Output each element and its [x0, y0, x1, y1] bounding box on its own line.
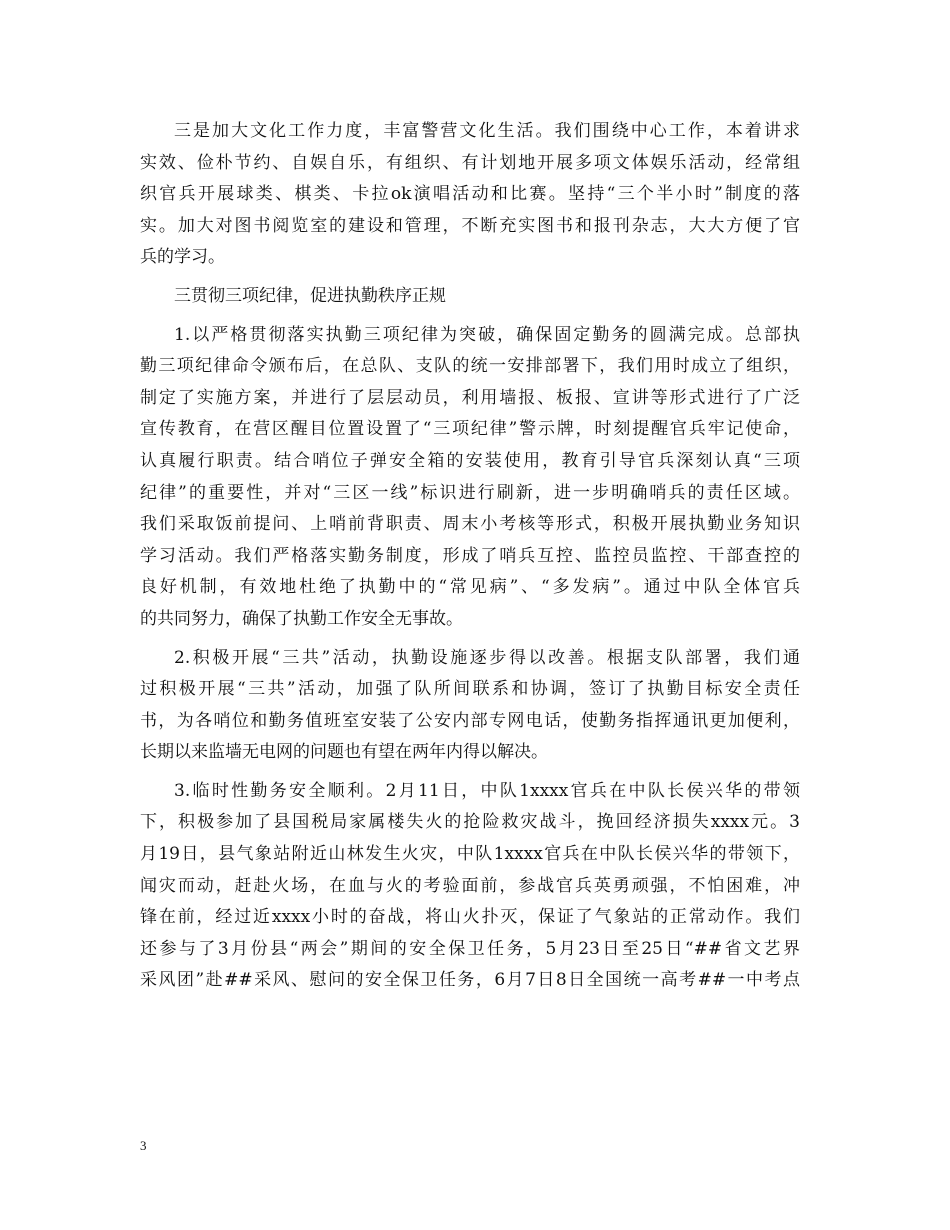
text-line: 下，积极参加了县国税局家属楼失火的抢险救灾战斗，挽回经济损失xxxx元。3: [140, 812, 800, 833]
text-line: 良好机制，有效地杜绝了执勤中的“常见病”、“多发病”。通过中队全体官兵: [140, 577, 800, 598]
text-line: 制定了实施方案，并进行了层层动员，利用墙报、板报、宣讲等形式进行了广泛: [140, 387, 800, 408]
text-line: 实。加大对图书阅览室的建设和管理，不断充实图书和报刊杂志，大大方便了官: [140, 215, 800, 236]
text-line: 过积极开展“三共”活动，加强了队所间联系和协调，签订了执勤目标安全责任: [140, 679, 800, 700]
text-line: 三是加大文化工作力度，丰富警营文化生活。我们围绕中心工作，本着讲求: [174, 121, 800, 141]
text-line: 采风团”赴##采风、慰问的安全保卫任务，6月7日8日全国统一高考##一中考点: [140, 970, 800, 991]
text-line: 的共同努力，确保了执勤工作安全无事故。: [140, 608, 463, 629]
text-line: 实效、俭朴节约、自娱自乐，有组织、有计划地开展多项文体娱乐活动，经常组: [140, 152, 800, 173]
section-heading: [140, 281, 800, 313]
paragraph-item-1: [140, 320, 800, 636]
text-line: 闻灾而动，赶赴火场，在血与火的考验面前，参战官兵英勇顽强，不怕困难，冲: [140, 875, 800, 896]
text-line: 三贯彻三项纪律，促进执勤秩序正规: [174, 285, 446, 306]
text-line: 认真履行职责。结合哨位子弹安全箱的安装使用，教育引导官兵深刻认真“三项: [140, 450, 800, 471]
text-line: 书，为各哨位和勤务值班室安装了公安内部专网电话，使勤务指挥通讯更加便利，: [140, 710, 800, 731]
text-line: 锋在前，经过近xxxx小时的奋战，将山火扑灭，保证了气象站的正常动作。我们: [140, 907, 800, 928]
text-line: 月19日，县气象站附近山林发生火灾，中队1xxxx官兵在中队长侯兴华的带领下，: [140, 844, 800, 865]
text-line: 3.临时性勤务安全顺利。2月11日，中队1xxxx官兵在中队长侯兴华的带领: [174, 780, 800, 801]
text-line: 2.积极开展“三共”活动，执勤设施逐步得以改善。根据支队部署，我们通: [174, 647, 800, 668]
paragraph-culture: [140, 116, 800, 274]
paragraph-item-3: [140, 776, 800, 997]
text-line: 纪律”的重要性，并对“三区一线”标识进行刷新，进一步明确哨兵的责任区域。: [140, 482, 800, 503]
text-line: 学习活动。我们严格落实勤务制度，形成了哨兵互控、监控员监控、干部查控的: [140, 545, 800, 566]
text-line: 我们采取饭前提问、上哨前背职责、周末小考核等形式，积极开展执勤业务知识: [140, 514, 800, 535]
text-line: 织官兵开展球类、棋类、卡拉ok演唱活动和比赛。坚持“三个半小时”制度的落: [140, 184, 800, 205]
text-line: 还参与了3月份县“两会”期间的安全保卫任务，5月23日至25日“##省文艺界: [140, 938, 800, 959]
paragraph-item-2: [140, 643, 800, 769]
text-line: 勤三项纪律命令颁布后，在总队、支队的统一安排部署下，我们用时成立了组织，: [140, 356, 800, 377]
text-line: 宣传教育，在营区醒目位置设置了“三项纪律”警示牌，时刻提醒官兵牢记使命，: [140, 419, 800, 440]
text-line: 长期以来监墙无电网的问题也有望在两年内得以解决。: [140, 742, 548, 763]
page-number: 3: [140, 1138, 147, 1153]
document-body: [140, 116, 800, 997]
text-line: 兵的学习。: [140, 247, 225, 268]
text-line: 1.以严格贯彻落实执勤三项纪律为突破，确保固定勤务的圆满完成。总部执: [174, 324, 800, 345]
